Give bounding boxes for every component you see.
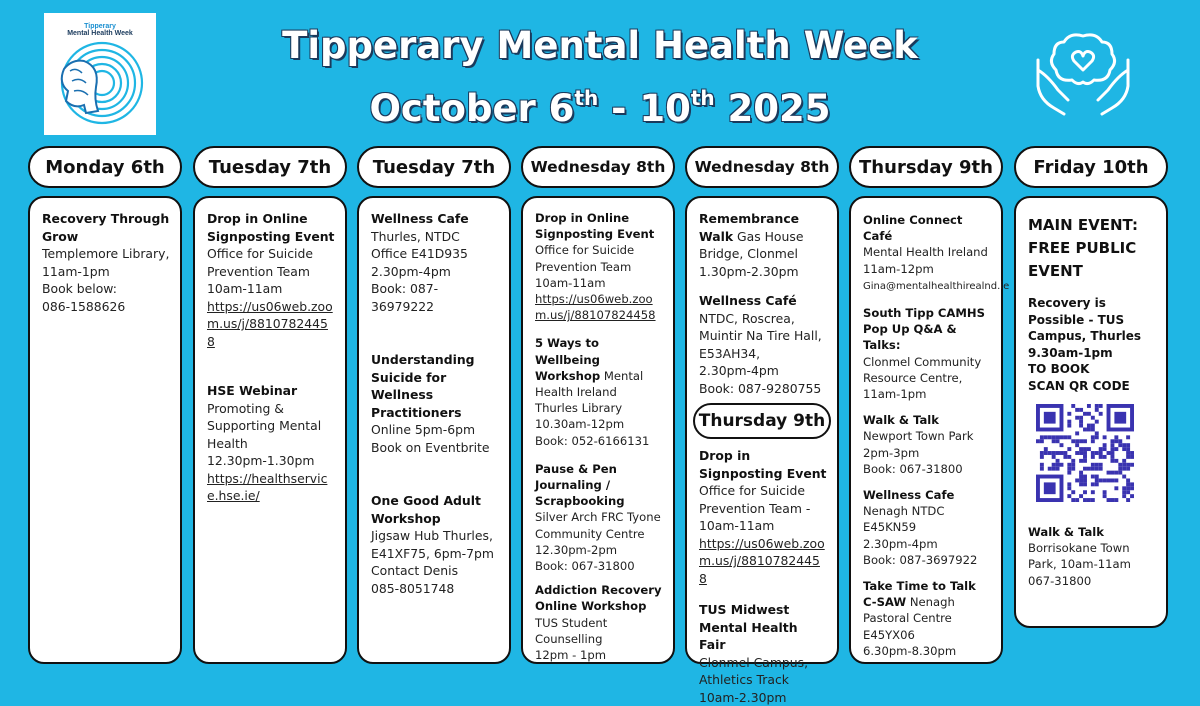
page-title: Tipperary Mental Health Week (282, 24, 918, 67)
qr-code-icon[interactable] (1036, 404, 1134, 502)
day-header-friday: Friday 10th (1014, 146, 1168, 188)
day-header-wednesday-2: Wednesday 8th (685, 146, 839, 188)
page-subtitle: October 6th - 10th 2025 (369, 86, 831, 130)
logo-line2: Mental Health Week (67, 30, 133, 37)
zoom-link[interactable]: https://us06web.zoom.us/j/88107824458 (207, 298, 333, 349)
event-camhs: South Tipp CAMHS Pop Up Q&A & Talks: Clonmel Community Resource Centre, 11am-1pm (863, 306, 985, 402)
tuesday-2-panel (357, 196, 511, 664)
healthservice-link[interactable]: https://healthservice.hse.ie/ (207, 470, 328, 503)
monday-panel (28, 196, 182, 664)
event-take-time-talk: Take Time to Talk C-SAW Nenagh Pastoral Centre E45YX06 6.30pm-8.30pm (863, 579, 976, 658)
day-header-tuesday-2: Tuesday 7th (357, 146, 511, 188)
inline-day-header-thursday: Thursday 9th (693, 403, 831, 439)
day-header-tuesday: Tuesday 7th (193, 146, 347, 188)
event-wellness-cafe-nenagh: Wellness Cafe Nenagh NTDC E45KN59 2.30pm-4pm Book: 087-3697922 (863, 488, 978, 567)
event-signposting: Drop in Online Signposting Event Office for Suicide Prevention Team 10am-11am https://us06web.zoom.us/j/88107824458 (207, 211, 335, 349)
event-tus-fair: TUS Midwest Mental Health Fair Clonmel Campus, Athletics Track 10am-2.30pm (699, 602, 809, 705)
day-header-wednesday: Wednesday 8th (521, 146, 675, 188)
event-pause-pen: Pause & Pen Journaling / Scrapbooking Silver Arch FRC Tyone Community Centre 12.30pm-2pm Book: 067-31800 (535, 461, 661, 574)
event-remembrance-walk: Remembrance Walk Gas House Bridge, Clonmel 1.30pm-2.30pm (699, 211, 804, 279)
event-drop-in-signposting: Drop in Signposting Event Office for Suicide Prevention Team - 10am-11am https://us06web.zoom.us/j/88107824458 (699, 448, 827, 586)
day-header-monday: Monday 6th (28, 146, 182, 188)
event-5-ways: 5 Ways to Wellbeing Workshop Mental Health Ireland Thurles Library 10.30am-12pm Book: 052-6166131 (535, 336, 650, 448)
event-addiction-recovery: Addiction Recovery Online Workshop TUS Student Counselling 12pm - 1pm (535, 583, 662, 663)
event-online-connect: Online Connect Café Mental Health Ireland 11am-12pm Gina@mentalhealthirealnd.ie (863, 213, 1010, 292)
event-recovery-through-grow: Recovery Through Grow Templemore Library, 11am-1pm Book below: 086-1588626 (42, 211, 170, 314)
logo-line1: Tipperary (84, 23, 116, 30)
event-hse-webinar: HSE Webinar Promoting & Supporting Mental Health 12.30pm-1.30pm https://healthservice.hse.ie/ (207, 383, 328, 503)
event-wellness-cafe-roscrea: Wellness Café NTDC, Roscrea, Muintir Na Tire Hall, E53AH34, 2.30pm-4pm Book: 087-9280755 (699, 293, 822, 396)
hands-brain-heart-icon (1030, 30, 1136, 120)
event-understanding-suicide: Understanding Suicide for Wellness Practitioners Online 5pm-6pm Book on Eventbrite (371, 352, 490, 455)
zoom-link-thu[interactable]: https://us06web.zoom.us/j/88107824458 (699, 535, 825, 586)
friday-panel (1014, 196, 1168, 628)
spiral-head-logo-icon (54, 39, 146, 127)
contact-email[interactable]: Gina@mentalhealthirealnd.ie (863, 280, 1010, 292)
event-recovery-possible: Recovery is Possible - TUS Campus, Thurles 9.30am-1pm TO BOOK SCAN QR CODE (1028, 296, 1142, 393)
thursday-panel (849, 196, 1010, 664)
event-walk-talk-newport: Walk & Talk Newport Town Park 2pm-3pm Book: 067-31800 (863, 413, 974, 476)
event-logo (44, 13, 156, 135)
event-walk-talk-borrisokane: Walk & Talk Borrisokane Town Park, 10am-11am 067-31800 (1028, 525, 1131, 588)
main-event-heading: MAIN EVENT: FREE PUBLIC EVENT (1028, 216, 1138, 280)
event-wellness-cafe: Wellness Cafe Thurles, NTDC Office E41D935 2.30pm-4pm Book: 087-36979222 (371, 211, 469, 314)
wednesday-2-panel (685, 196, 839, 705)
day-header-thursday: Thursday 9th (849, 146, 1003, 188)
tuesday-panel (193, 196, 347, 664)
zoom-link-wed[interactable]: https://us06web.zoom.us/j/88107824458 (535, 292, 656, 323)
event-signposting-wed: Drop in Online Signposting Event Office for Suicide Prevention Team 10am-11am https://us06web.zoom.us/j/88107824458 (535, 211, 656, 323)
event-one-good-adult: One Good Adult Workshop Jigsaw Hub Thurles, E41XF75, 6pm-7pm Contact Denis 085-8051748 (371, 493, 494, 596)
wednesday-panel (521, 196, 675, 664)
